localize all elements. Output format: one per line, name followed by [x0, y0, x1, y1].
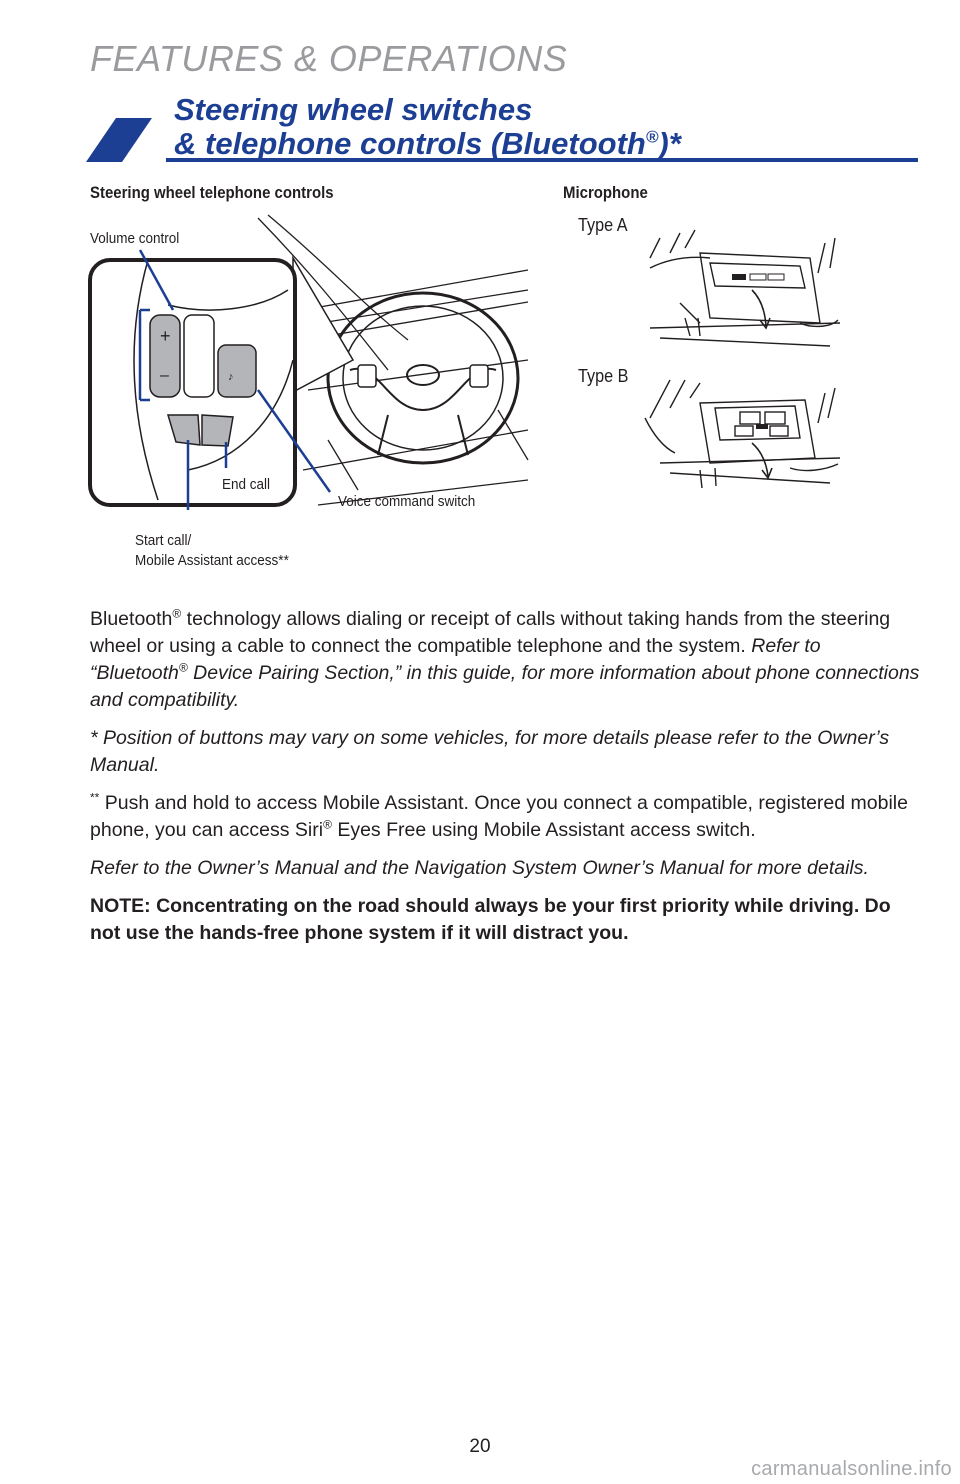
- section-title: FEATURES & OPERATIONS: [90, 38, 568, 79]
- page-title-line1: Steering wheel switches: [174, 92, 533, 127]
- page-number: 20: [469, 1436, 491, 1457]
- type-a-label: Type A: [578, 215, 628, 235]
- paragraph-bluetooth: Bluetooth® technology allows dialing or receipt of calls without taking hands from the steering wheel or using a cable to connect the compatible telephone and the system. Refer to “Bluetooth® Device Pairing Section,” in this guide, for more information about phone connections and compatibility.: [90, 606, 920, 711]
- voice-command-label: Voice command switch: [338, 493, 476, 510]
- type-b-label: Type B: [578, 366, 629, 386]
- svg-text:♪: ♪: [228, 371, 234, 383]
- start-call-label-line2: Mobile Assistant access**: [135, 552, 289, 569]
- safety-note: NOTE: Concentrating on the road should always be your first priority while driving. Do not use the hands-free phone system if it will distract you.: [90, 895, 891, 944]
- paragraph-manual-reference: Refer to the Owner’s Manual and the Navigation System Owner’s Manual for more details.: [90, 857, 869, 879]
- microphone-type-b-illustration: [640, 378, 840, 508]
- watermark: carmanualsonline.info: [751, 1458, 952, 1480]
- svg-text:+: +: [160, 326, 171, 346]
- start-call-label-line1: Start call/: [135, 532, 192, 549]
- page-title-line2: & telephone controls (Bluetooth®)*: [174, 126, 681, 161]
- steering-controls-subtitle: Steering wheel telephone controls: [90, 183, 334, 202]
- microphone-subtitle: Microphone: [563, 183, 648, 202]
- volume-control-label: Volume control: [90, 230, 180, 247]
- paragraph-position-note: * Position of buttons may vary on some vehicles, for more details please refer to the Owner’s Manual.: [90, 727, 890, 776]
- paragraph-mobile-assistant: ** Push and hold to access Mobile Assistant. Once you connect a compatible, registered mobile phone, you can access Siri® Eyes Free using Mobile Assistant access switch.: [90, 790, 908, 841]
- end-call-label: End call: [222, 476, 271, 493]
- svg-text:–: –: [160, 367, 169, 384]
- microphone-type-a-illustration: [640, 228, 840, 368]
- steering-wheel-illustration: [88, 210, 538, 520]
- body-content: [90, 606, 920, 958]
